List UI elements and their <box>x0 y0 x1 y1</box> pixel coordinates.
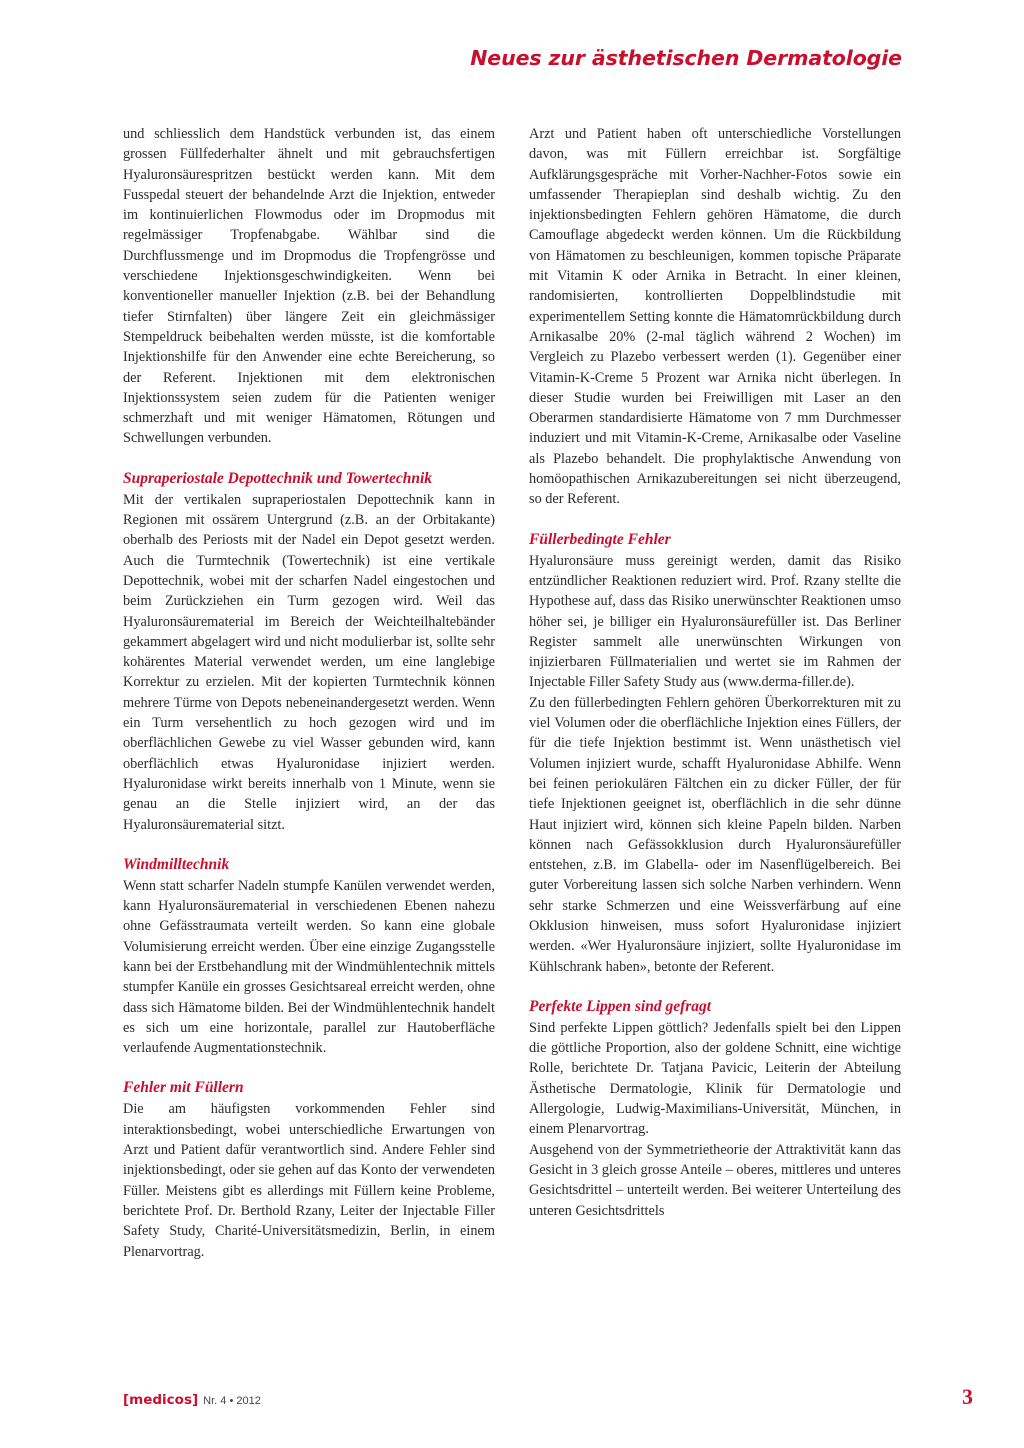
page-number: 3 <box>962 1384 973 1409</box>
body-paragraph: Ausgehend von der Symmetrietheorie der Attraktivität kann das Gesicht in 3 gleich grosse Anteile – oberes, mittleres und unteres Gesichtsdrittel – unterteilt werden. Bei weiterer Unterteilung des unteren Gesichtsdrittels <box>529 1141 901 1219</box>
section-heading: Fehler mit Füllern <box>123 1079 244 1097</box>
body-paragraph: und schliesslich dem Handstück verbunden ist, das einem grossen Füllfederhalter ähnelt und mit gebrauchsfertigen Hyaluronsäurespritzen bestückt werden kann. Mit dem Fusspedal steuert der behandelnde Arzt die Injektion, entweder im kontinuierlichen Flowmodus oder im Dropmodus mit regelmässiger Tropfenabgabe. Wählbar sind die Durchflussmenge und im Dropmodus die Tropfengrösse und verschiedene Injektionsgeschwindigkeiten. Wenn bei konventioneller manueller Injektion (z.B. bei der Behandlung tiefer Stirnfalten) über längere Zeit ein gleichmässiger Stempeldruck beibehalten werden müsste, ist die komfortable Injektionshilfe für den Anwender eine echte Bereicherung, so der Referent. Injektionen mit dem elektronischen Injektionssystem seien zudem für die Patienten weniger schmerzhaft und mit weniger Hämatomen, Rötungen und Schwellungen verbunden. <box>123 126 495 447</box>
body-paragraph: Die am häufigsten vorkommenden Fehler sind interaktionsbedingt, wobei unterschiedliche Erwartungen von Arzt und Patient dafür verantwortlich sind. Andere Fehler sind injektionsbedingt, oder sie gehen auf das Konto der verwendeten Füller. Meistens gibt es allerdings mit Füllern keine Probleme, berichtete Prof. Dr. Berthold Rzany, Leiter der Injectable Filler Safety Study, Charité-Universitätsmedizin, Berlin, in einem Plenarvortrag. <box>123 1101 495 1260</box>
section-heading: Supraperiostale Depottechnik und Towertechnik <box>123 469 433 487</box>
body-paragraph: Zu den füllerbedingten Fehlern gehören Überkorrekturen mit zu viel Volumen oder die oberflächliche Injektion eines Füllers, der für die tiefe Injektion bestimmt ist. Wenn unästhetisch viel Volumen injiziert wurde, schafft Hyaluronidase Abhilfe. Wenn bei feinen periokulären Fältchen ein zu dicker Füller, der für tiefe Injektionen geeignet ist, oberflächlich in die sehr dünne Haut injiziert wird, können sich kleine Papeln bilden. Narben können nach Gefässokklusion durch Hyaluronsäurefüller entstehen, z.B. im Glabella- oder im Nasenflügelbereich. Bei guter Vorbereitung lassen sich solche Narben verhindern. Wenn sehr starke Schmerzen und eine Weissverfärbung auf eine Okklusion hinweisen, muss sofort Hyaluronidase injiziert werden. «Wer Hyaluronsäure injiziert, sollte Hyaluronidase im Kühlschrank haben», betonte der Referent. <box>529 694 901 975</box>
section-heading: Perfekte Lippen sind gefragt <box>529 997 712 1015</box>
body-paragraph: Hyaluronsäure muss gereinigt werden, damit das Risiko entzündlicher Reaktionen reduziert wird. Prof. Rzany stellte die Hypothese auf, dass das Risiko unerwünschter Reaktionen umso höher sei, je billiger ein Hyaluronsäurefüller ist. Das Berliner Register sammelt alle unerwünschten Wirkungen von injizierbaren Füllmaterialien und wertet sie im Rahmen der Injectable Filler Safety Study aus (www.derma-filler.de). <box>529 552 901 691</box>
body-paragraph: Mit der vertikalen supraperiostalen Depottechnik kann in Regionen mit ossärem Untergrund (z.B. an der Orbitakante) oberhalb des Periosts mit der Nadel ein Depot gesetzt werden. Auch die Turmtechnik (Towertechnik) ist eine vertikale Depottechnik, wobei mit der scharfen Nadel eingestochen und beim Zurückziehen ein Turm gezogen wird. Weil das Hyaluronsäurematerial im Bereich der Weichteilhaltebänder gekammert abgelagert wird und nicht modulierbar ist, sollte sehr kohärentes Material verwendet werden, um eine langlebige Korrektur zu erzielen. Mit der kopierten Turmtechnik können mehrere Türme von Depots nebeneinandergesetzt werden. Wenn ein Turm versehentlich zu hoch gezogen wird und im oberflächlichen Gewebe zu viel Wasser gebunden wird, kann oberflächlich etwas Hyaluronidase injiziert werden. Hyaluronidase wirkt bereits innerhalb von 1 Minute, wenn sie genau an die Stelle injiziert wird, an der das Hyaluronsäurematerial sitzt. <box>123 491 495 833</box>
section-heading: Füllerbedingte Fehler <box>529 530 671 548</box>
page-footer <box>123 1392 261 1408</box>
left-column <box>123 124 495 1262</box>
body-paragraph: Arzt und Patient haben oft unterschiedliche Vorstellungen davon, was mit Füllern erreichbar ist. Sorgfältige Aufklärungsgespräche mit Vorher-Nachher-Fotos sowie ein umfassender Therapieplan sind deshalb wichtig. Zu den injektionsbedingten Fehlern gehören Hämatome, die durch Camouflage abgedeckt werden können. Um die Rückbildung von Hämatomen zu beschleunigen, kommen topische Präparate mit Vitamin K oder Arnika in Betracht. In einer kleinen, randomisierten, kontrollierten Doppelblindstudie mit experimentellem Setting konnte die Hämatomrückbildung durch Arnikasalbe 20% (2-mal täglich während 2 Wochen) im Vergleich zu Plazebo verbessert werden (1). Gegenüber einer Vitamin-K-Creme 5 Prozent war Arnika nicht überlegen. In dieser Studie wurden bei Freiwilligen mit Laser an den Oberarmen standardisierte Hämatome von 7 mm Durchmesser induziert und mit Vitamin-K-Creme, Arnikasalbe oder Vaseline als Plazebo behandelt. Die prophylaktische Anwendung von homöopathischen Arnikazubereitungen sei nicht überzeugend, so der Referent. <box>529 126 901 508</box>
right-column <box>529 124 901 1221</box>
body-paragraph: Wenn statt scharfer Nadeln stumpfe Kanülen verwendet werden, kann Hyaluronsäurematerial in verschiedenen Ebenen nahezu ohne Gefässtraumata verteilt werden. So kann eine globale Volumisierung erreicht werden. Über eine einzige Zugangsstelle kann bei der Erstbehandlung mit der Windmühlentechnik mittels stumpfer Kanüle ein grosses Gesichtsareal erreicht werden, ohne dass sich Hämatome bilden. Bei der Windmühlentechnik handelt es sich um eine horizontale, parallel zur Hautoberfläche verlaufende Augmentationstechnik. <box>123 877 495 1057</box>
body-paragraph: Sind perfekte Lippen göttlich? Jedenfalls spielt bei den Lippen die göttliche Proportion, also der goldene Schnitt, eine wichtige Rolle, berichtete Dr. Tatjana Pavicic, Leiterin der Abteilung Ästhetische Dermatologie, Klinik für Dermatologie und Allergologie, Ludwig-Maximilians-Universität, München, in einem Plenarvortrag. <box>529 1019 901 1138</box>
section-heading: Windmilltechnik <box>123 855 230 873</box>
journal-brand: [medicos] <box>123 1392 199 1408</box>
page-header-title: Neues zur ästhetischen Dermatologie <box>470 46 902 70</box>
issue-label: Nr. 4 • 2012 <box>203 1395 261 1407</box>
